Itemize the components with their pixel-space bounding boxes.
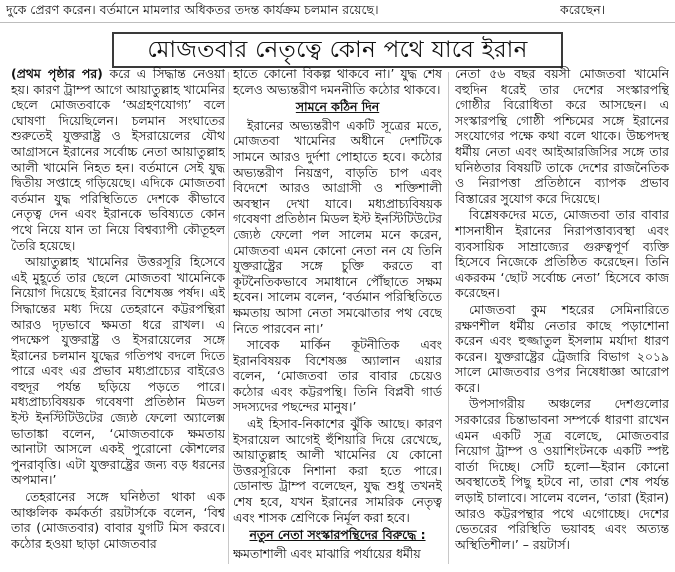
paragraph: সাবেক মার্কিন কূটনীতিক এবং ইরানবিষয়ক বিশেষজ্ঞ অ্যালান এয়ার বলেন, ‘মোজতবা তার বাবার চেয়েও কঠোর এবং কট্টরপন্থি। তিনি বিপ্লবী গার্ড সদস্যদের পছন্দের মানুষ।’ [233, 337, 442, 415]
paragraph: এই হিসাব-নিকাশের ঝুঁকি আছে। কারণ ইসরায়েল আগেই হুঁশিয়ারি দিয়ে রেখেছে, আয়াতুল্লাহ আলী খামেনির যে কোনো উত্তরসূরিকে নিশানা করা হতে পারে। ডোনাল্ড ট্রাম্প বলেছেন, যুদ্ধ শুধু তখনই শেষ হবে, যখন ইরানের সামরিক নেতৃত্ব এবং শাসক শ্রেণিকে নির্মূল করা হবে। [233, 416, 442, 525]
paragraph: মোজতবা কুম শহরের সেমিনারিতে রক্ষণশীল ধর্মীয় নেতার কাছে পড়াশোনা করেন এবং হুজ্জাতুল ইসলাম মর্যাদা ধারণ করেন। যুক্তরাষ্ট্রের ট্রেজারি বিভাগ ২০১৯ সালে মোজতবার ওপর নিষেধাজ্ঞা আরোপ করে। [455, 301, 669, 395]
paragraph: উপসাগরীয় অঞ্চলের দেশগুলোর সরকারের চিন্তাভাবনা সম্পর্কে ধারণা রাখেন এমন একটি সূত্র বলেছে, মোজতবার নিয়োগ ট্রাম্প ও ওয়াশিংটনকে একটি স্পষ্ট বার্তা দিচ্ছে। সেটি হলো—ইরান কোনো অবস্থাতেই পিছু হটবে না, তারা শেষ পর্যন্ত লড়াই চালাবে। সালেম বলেন, ‘তারা (ইরান) আরও কট্টরপন্থার পথে এগোচ্ছে। দেশের ভেতরের পরিস্থিতি ভয়াবহ এবং অত্যন্ত অস্থিতিশীল।’ – রয়টার্স। [455, 396, 669, 552]
continuation-marker: (প্রথম পৃষ্ঠার পর) [11, 66, 103, 81]
previous-article-right-text: করেছেন। [560, 2, 606, 17]
article-column-2 [233, 66, 442, 569]
previous-article-strip [0, 0, 675, 23]
paragraph [11, 66, 225, 253]
section-subheading: নতুন নেতা সংস্কারপন্থিদের বিরুদ্ধে : [249, 527, 426, 543]
paragraph: বিশ্লেষকদের মতে, মোজতবা তার বাবার শাসনাধীন ইরানের নিরাপত্তাব্যবস্থা এবং ব্যবসায়িক সাম্রাজ্যের গুরুত্বপূর্ণ ব্যক্তি হিসেবে নিজেকে প্রতিষ্ঠিত করেছেন। তিনি একরকম ‘ছোট সর্বোচ্চ নেতা’ হিসেবে কাজ করেছেন। [455, 207, 669, 301]
paragraph: হাতে কোনো বিকল্প থাকবে না।’ যুদ্ধ শেষ হলেও অভ্যন্তরীণ দমননীতি কঠোর থাকবে। [233, 66, 442, 97]
article-column-1 [11, 66, 225, 569]
paragraph: নেতা ৫৬ বছর বয়সী মোজতবা খামেনি বহুদিন ধরেই তার দেশের সংস্কারপন্থি গোষ্ঠীর বিরোধিতা করে আসছেন। এ সংস্কারপন্থি গোষ্ঠী পশ্চিমের সঙ্গে ইরানের সংযোগের পক্ষে কথা বলে থাকে। উচ্চপদস্থ ধর্মীয় নেতা এবং আইআরজিসির সঙ্গে তার ঘনিষ্ঠতার বিষয়টি তাকে দেশের রাজনৈতিক ও নিরাপত্তা প্রতিষ্ঠানে ব্যাপক প্রভাব বিস্তারের সুযোগ করে দিয়েছে। [455, 66, 669, 206]
paragraph: ইরানের অভ্যন্তরীণ একটি সূত্রের মতে, মোজতবা খামেনির অধীনে দেশটিকে সামনে আরও দুর্দশা পোহাতে হবে। কঠোর অভ্যন্তরীণ নিয়ন্ত্রণ, বাড়তি চাপ এবং বিদেশে আরও আগ্রাসী ও শক্তিশালী অবস্থান দেখা যাবে। মধ্যপ্রাচ্যবিষয়ক গবেষণা প্রতিষ্ঠান মিডল ইস্ট ইনস্টিটিউটের জ্যেষ্ঠ ফেলো পল সালেম মনে করেন, মোজতবা এমন কোনো নেতা নন যে তিনি যুক্তরাষ্ট্রের সঙ্গে চুক্তি করতে বা কূটনৈতিকভাবে সমাধানে পৌঁছাতে সক্ষম হবেন। সালেম বলেন, ‘বর্তমান পরিস্থিতিতে ক্ষমতায় আসা নেতা সমঝোতার পথ বেছে নিতে পারবেন না।’ [233, 117, 442, 336]
column-divider [228, 72, 229, 564]
paragraph: আয়াতুল্লাহ খামেনির উত্তরসূরি হিসেবে এই মুহূর্তে তার ছেলে মোজতবা খামেনিকে নিয়োগ দিয়েছে ইরানের বিশেষজ্ঞ পর্ষদ। এই সিদ্ধান্তের মধ্য দিয়ে তেহরানে কট্টরপন্থিরা আরও দৃঢ়ভাবে ক্ষমতা ধরে রাখল। এ পদক্ষেপ যুক্তরাষ্ট্র ও ইসরায়েলের সঙ্গে ইরানের চলমান যুদ্ধের গতিপথ বদলে দিতে পারে এবং এর প্রভাব মধ্যপ্রাচ্যের বাইরেও বহুদূর পর্যন্ত ছড়িয়ে পড়তে পারে। মধ্যপ্রাচ্যবিষয়ক গবেষণা প্রতিষ্ঠান মিডল ইস্ট ইনস্টিটিউটের জ্যেষ্ঠ ফেলো অ্যালেক্স ভাতাঙ্কা বলেন, ‘মোজতবাকে ক্ষমতায় আনাটা আসলে একই পুরোনো কৌশলের পুনরাবৃত্তি। এটা যুক্তরাষ্ট্রের জন্য বড় ধরনের অপমান।’ [11, 254, 225, 488]
article-headline: মোজতবার নেতৃত্বে কোন পথে যাবে ইরান [112, 32, 563, 68]
section-subheading: সামনে কঠিন দিন [295, 99, 380, 115]
paragraph: তেহরানের সঙ্গে ঘনিষ্ঠতা থাকা এক আঞ্চলিক কর্মকর্তা রয়টার্সকে বলেন, ‘বিশ্ব তার (মোজতবার) বাবার যুগটি মিস করবে। কঠোর হওয়া ছাড়া মোজতবার [11, 489, 225, 551]
previous-article-text: দুকে প্রেরণ করেন। বর্তমানে মামলার অধিকতর তদন্ত কার্যক্রম চলমান রয়েছে। [6, 2, 379, 17]
paragraph-text: করে এ সিদ্ধান্ত নেওয়া হয়। কারণ ট্রাম্প আগে আয়াতুল্লাহ খামেনির ছেলে মোজতবাকে ‘অগ্রহণযোগ্য’ বলে ঘোষণা দিয়েছিলেন। চলমান সংঘাতের শুরুতেই যুক্তরাষ্ট্র ও ইসরায়েলের যৌথ আগ্রাসনে ইরানের সর্বোচ্চ নেতা আয়াতুল্লাহ আলী খামেনি নিহত হন। বর্তমানে সেই যুদ্ধ দ্বিতীয় সপ্তাহে গড়িয়েছে। এদিকে মোজতবা বর্তমান যুদ্ধ পরিস্থিতিতে দেশকে কীভাবে নেতৃত্ব দেন এবং ইরানকে ভবিষ্যতে কোন পথে নিয়ে যান তা নিয়ে বিশ্বব্যাপী কৌতূহল তৈরি হয়েছে। [11, 66, 225, 253]
paragraph: ক্ষমতাশালী এবং মাঝারি পর্যায়ের ধর্মীয় [233, 545, 421, 561]
article-column-3 [455, 66, 669, 569]
column-divider [448, 72, 449, 564]
